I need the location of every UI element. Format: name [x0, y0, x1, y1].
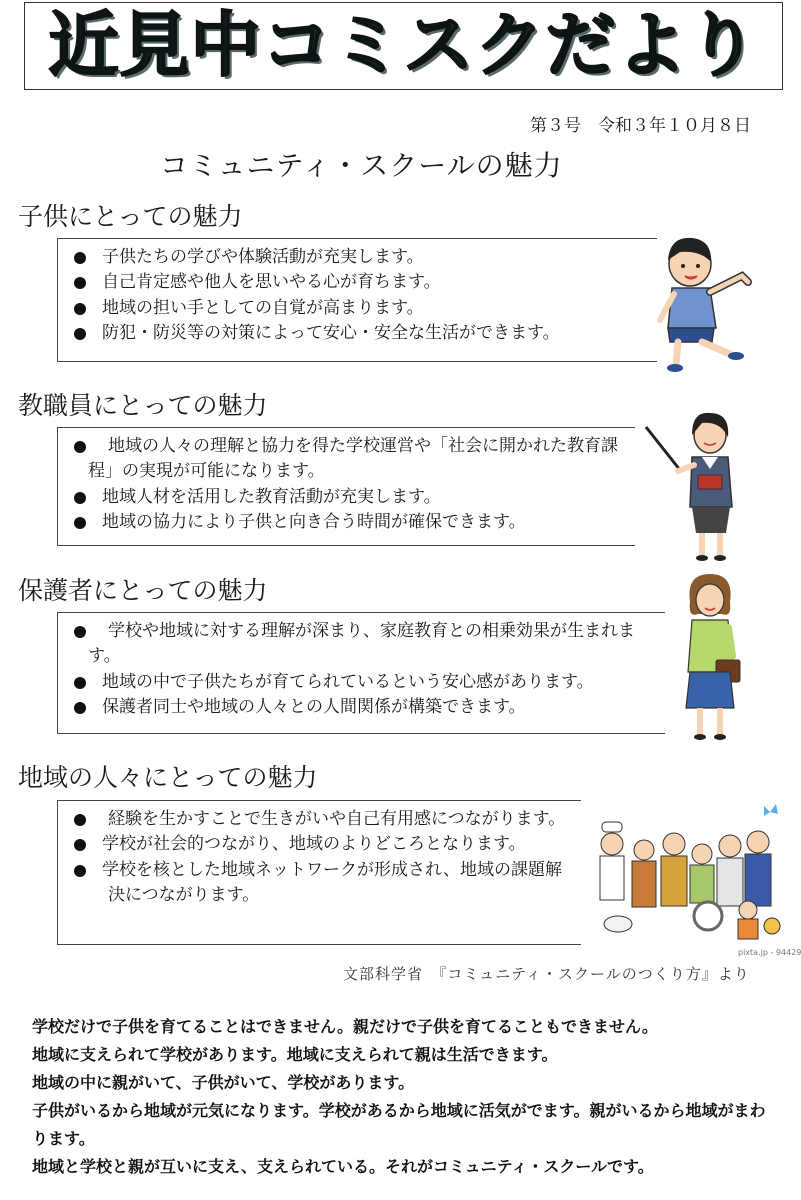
benefit-list	[74, 245, 647, 347]
bullet-icon	[74, 517, 86, 529]
bullet-icon	[74, 677, 86, 689]
section-heading-parents: 保護者にとっての魅力	[18, 576, 268, 605]
list-item: 学校が社会的つながり、地域のよりどころとなります。	[74, 832, 571, 857]
section-box-parents	[57, 612, 665, 734]
list-item: 自己肯定感や他人を思いやる心が育ちます。	[74, 270, 647, 295]
list-item: 学校を核とした地域ネットワークが形成され、地域の課題解決につながります。	[74, 858, 571, 909]
section-box-children	[57, 238, 657, 362]
list-item: 地域の中で子供たちが育てられているという安心感があります。	[74, 670, 655, 695]
bullet-icon	[74, 303, 86, 315]
closing-line: 地域の中に親がいて、子供がいて、学校があります。	[32, 1073, 415, 1092]
closing-message	[32, 1013, 772, 1181]
list-item: 地域の担い手としての自覚が高まります。	[74, 296, 647, 321]
closing-line: 地域に支えられて学校があります。地域に支えられて親は生活できます。	[32, 1045, 558, 1064]
closing-line: 学校だけで子供を育てることはできません。親だけで子供を育てることもできません。	[32, 1017, 658, 1036]
list-item: 地域の人々の理解と協力を得た学校運営や「社会に開かれた教育課程」の実現が可能になります。	[74, 434, 625, 485]
list-item: 学校や地域に対する理解が深まり、家庭教育との相乗効果が生まれます。	[74, 619, 655, 670]
bullet-icon	[74, 839, 86, 851]
mother-bag-illustration	[672, 568, 752, 746]
section-heading-children: 子供にとっての魅力	[18, 202, 243, 231]
boy-running-illustration	[650, 230, 760, 375]
section-box-community	[57, 800, 581, 945]
bullet-icon	[74, 277, 86, 289]
list-item: 防犯・防災等の対策によって安心・安全な生活ができます。	[74, 321, 647, 346]
page-subtitle: コミュニティ・スクールの魅力	[160, 149, 563, 182]
issue-date: 第３号 令和３年１０月８日	[530, 116, 751, 136]
section-box-teachers	[57, 427, 635, 546]
list-item: 地域の協力により子供と向き合う時間が確保できます。	[74, 510, 625, 535]
closing-line: 子供がいるから地域が元気になります。学校があるから地域に活気がでます。親がいるから地域がまわります。	[32, 1101, 766, 1148]
title-banner	[24, 2, 783, 90]
list-item: 経験を生かすことで生きがいや自己有用感につながります。	[74, 807, 571, 832]
bullet-icon	[74, 702, 86, 714]
closing-line: 地域と学校と親が互いに支え、支えられている。それがコミュニティ・スクールです。	[32, 1157, 654, 1176]
bullet-icon	[74, 252, 86, 264]
list-item: 子供たちの学びや体験活動が充実します。	[74, 245, 647, 270]
section-heading-community: 地域の人々にとっての魅力	[18, 763, 318, 792]
list-item: 保護者同士や地域の人々との人間関係が構築できます。	[74, 695, 655, 720]
bullet-icon	[74, 626, 86, 638]
section-heading-teachers: 教職員にとっての魅力	[18, 391, 268, 420]
teacher-pointer-illustration	[640, 405, 740, 565]
benefit-list	[74, 434, 625, 536]
bullet-icon	[74, 441, 86, 453]
image-credit: pixta.jp - 94429	[738, 948, 801, 957]
bullet-icon	[74, 814, 86, 826]
source-citation: 文部科学省 『コミュニティ・スクールのつくり方』より	[343, 965, 750, 983]
bullet-icon	[74, 492, 86, 504]
community-group-illustration	[588, 800, 783, 945]
newsletter-title: 近見中コミスクだより	[48, 4, 759, 86]
list-item: 地域人材を活用した教育活動が充実します。	[74, 485, 625, 510]
benefit-list	[74, 807, 571, 909]
benefit-list	[74, 619, 655, 721]
bullet-icon	[74, 865, 86, 877]
bullet-icon	[74, 328, 86, 340]
